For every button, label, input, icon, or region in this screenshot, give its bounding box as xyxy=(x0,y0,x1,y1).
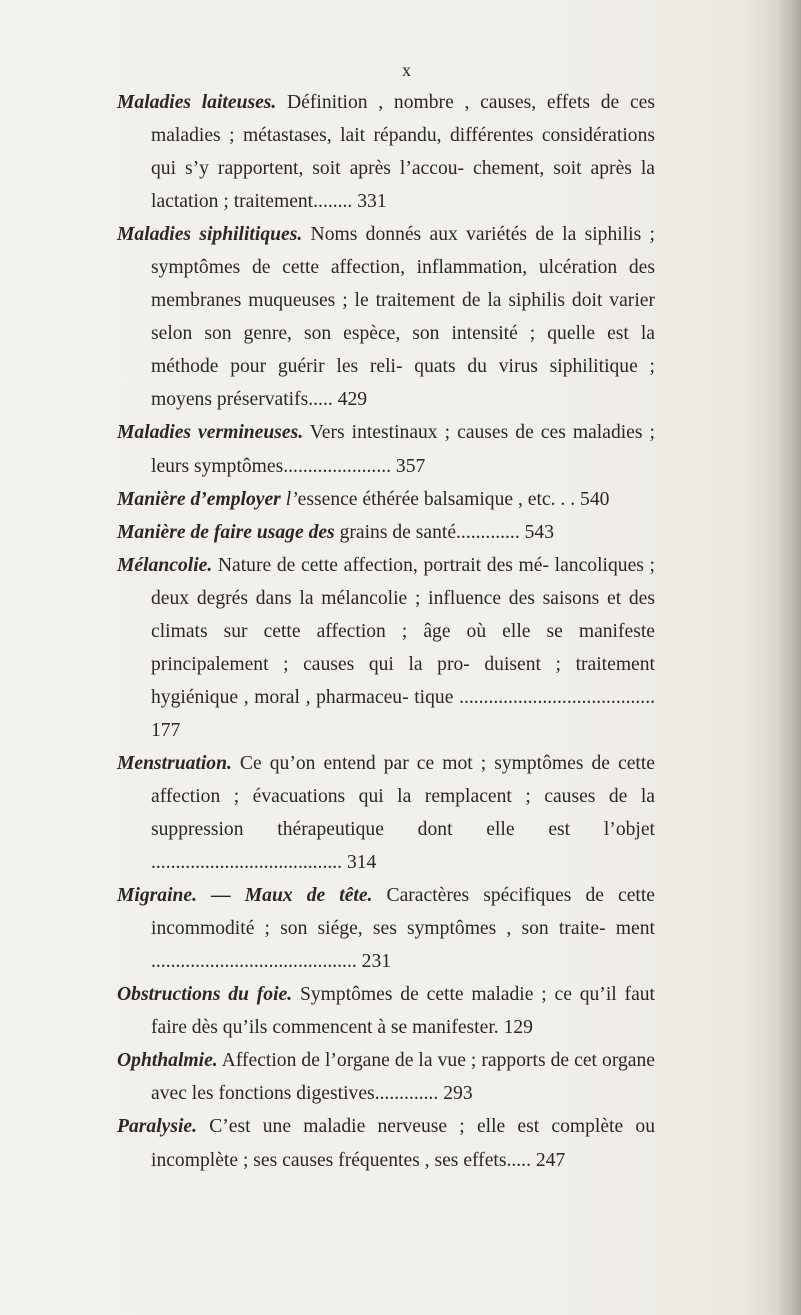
page-number: 293 xyxy=(443,1083,473,1105)
page-number: 429 xyxy=(337,389,368,411)
page-number: 357 xyxy=(395,455,426,477)
entry-heading: Manière de faire usage des xyxy=(117,521,335,543)
page-number: 543 xyxy=(524,521,554,543)
toc-entry xyxy=(117,1044,655,1110)
toc-entry xyxy=(117,86,655,218)
entry-text: Caractères spécifiques de cette incommodité ; son siége, ses symptômes , son traite- ment xyxy=(151,885,655,940)
toc-entry xyxy=(117,516,655,549)
toc-entry xyxy=(117,218,655,416)
leader-dots: ...................... xyxy=(283,455,396,477)
entry-heading: Manière d’employer xyxy=(117,488,281,510)
leader-dots: ....................................... xyxy=(151,852,347,874)
page-number: 540 xyxy=(580,488,610,510)
entry-heading: Mélancolie. xyxy=(117,554,213,576)
page-number: 247 xyxy=(535,1149,566,1171)
entry-text: Définition , nombre , causes, effets de ces maladies ; métastases, lait répandu, différentes considérations qui s’y rapportent, soit après l’accou- chement, soit après la lactation ; traitement xyxy=(151,92,655,213)
leader-dots: ........ xyxy=(313,191,358,213)
page-folio: x xyxy=(402,60,412,80)
entry-heading: Menstruation. xyxy=(117,752,232,774)
entry-heading: Maladies siphilitiques. xyxy=(117,224,303,246)
entry-text: Noms donnés aux variétés de la siphilis ; symptômes de cette affection, inflammation, ulcération des membranes muqueuses ; le traitement de la siphilis doit varier selon son genre, son espèce, son intensité ; quelle est la méthode pour guérir les reli- quats du virus siphilitique ; moyens préservatifs xyxy=(151,224,655,411)
page-number: 331 xyxy=(357,191,387,213)
toc-entry xyxy=(117,1110,655,1176)
leader-dots: ............. xyxy=(374,1083,444,1105)
entry-text: Symptômes de cette maladie ; ce qu’il faut faire dès qu’ils commencent à se manifester. xyxy=(151,984,656,1039)
entry-text: essence éthérée balsamique , etc xyxy=(297,488,551,510)
entry-text: Affection de l’organe de la vue ; rapports de cet organe avec les fonctions digestives xyxy=(151,1050,655,1105)
entry-heading-article: l’ xyxy=(280,488,298,510)
page-number: 129 xyxy=(503,1017,533,1039)
entry-text: Vers intestinaux ; causes de ces maladies ; leurs symptômes xyxy=(151,422,655,477)
leader-dots: ..... xyxy=(308,389,338,411)
entry-heading: Ophthalmie. xyxy=(117,1050,218,1072)
entry-heading: Obstructions du foie. xyxy=(117,984,293,1006)
entry-text: Nature de cette affection, portrait des mé- lancoliques ; deux degrés dans la mélancolie ; influence des saisons et des climats sur cette affection ; âge où elle se manifeste principalement ; causes qui la pro- duisent ; traitement hygiénique , moral , pharmaceu- tique xyxy=(151,554,655,708)
entry-heading: Maladies vermineuses. xyxy=(117,422,304,444)
page-edge-shadow xyxy=(779,0,801,1315)
page-number: 314 xyxy=(346,852,377,874)
toc-entry xyxy=(117,747,655,879)
entry-heading: Migraine. — Maux de tête. xyxy=(117,885,373,907)
page-number: 177 xyxy=(151,719,181,741)
entry-heading: Paralysie. xyxy=(117,1116,197,1138)
toc-entry xyxy=(117,416,655,482)
leader-dots: ..... xyxy=(506,1149,536,1171)
toc-entry xyxy=(117,879,655,978)
table-of-contents xyxy=(117,86,655,1177)
toc-entry xyxy=(117,483,655,516)
leader-dots: . . . xyxy=(550,488,581,510)
entry-text: C’est une maladie nerveuse ; elle est complète ou incomplète ; ses causes fréquentes , ses effets xyxy=(151,1116,655,1171)
entry-text: grains de santé xyxy=(334,521,457,543)
page-number: 231 xyxy=(361,951,392,973)
entry-heading: Maladies laiteuses. xyxy=(117,92,277,113)
leader-dots: ............. xyxy=(456,521,525,543)
entry-text: Ce qu’on entend par ce mot ; symptômes de cette affection ; évacuations qui la remplacent ; causes de la suppression thérapeutique dont elle est l’objet xyxy=(151,752,655,841)
leader-dots: .......................................... xyxy=(151,951,362,973)
toc-entry xyxy=(117,978,655,1044)
toc-entry xyxy=(117,549,655,747)
leader-dots: ........................................ xyxy=(453,686,655,708)
